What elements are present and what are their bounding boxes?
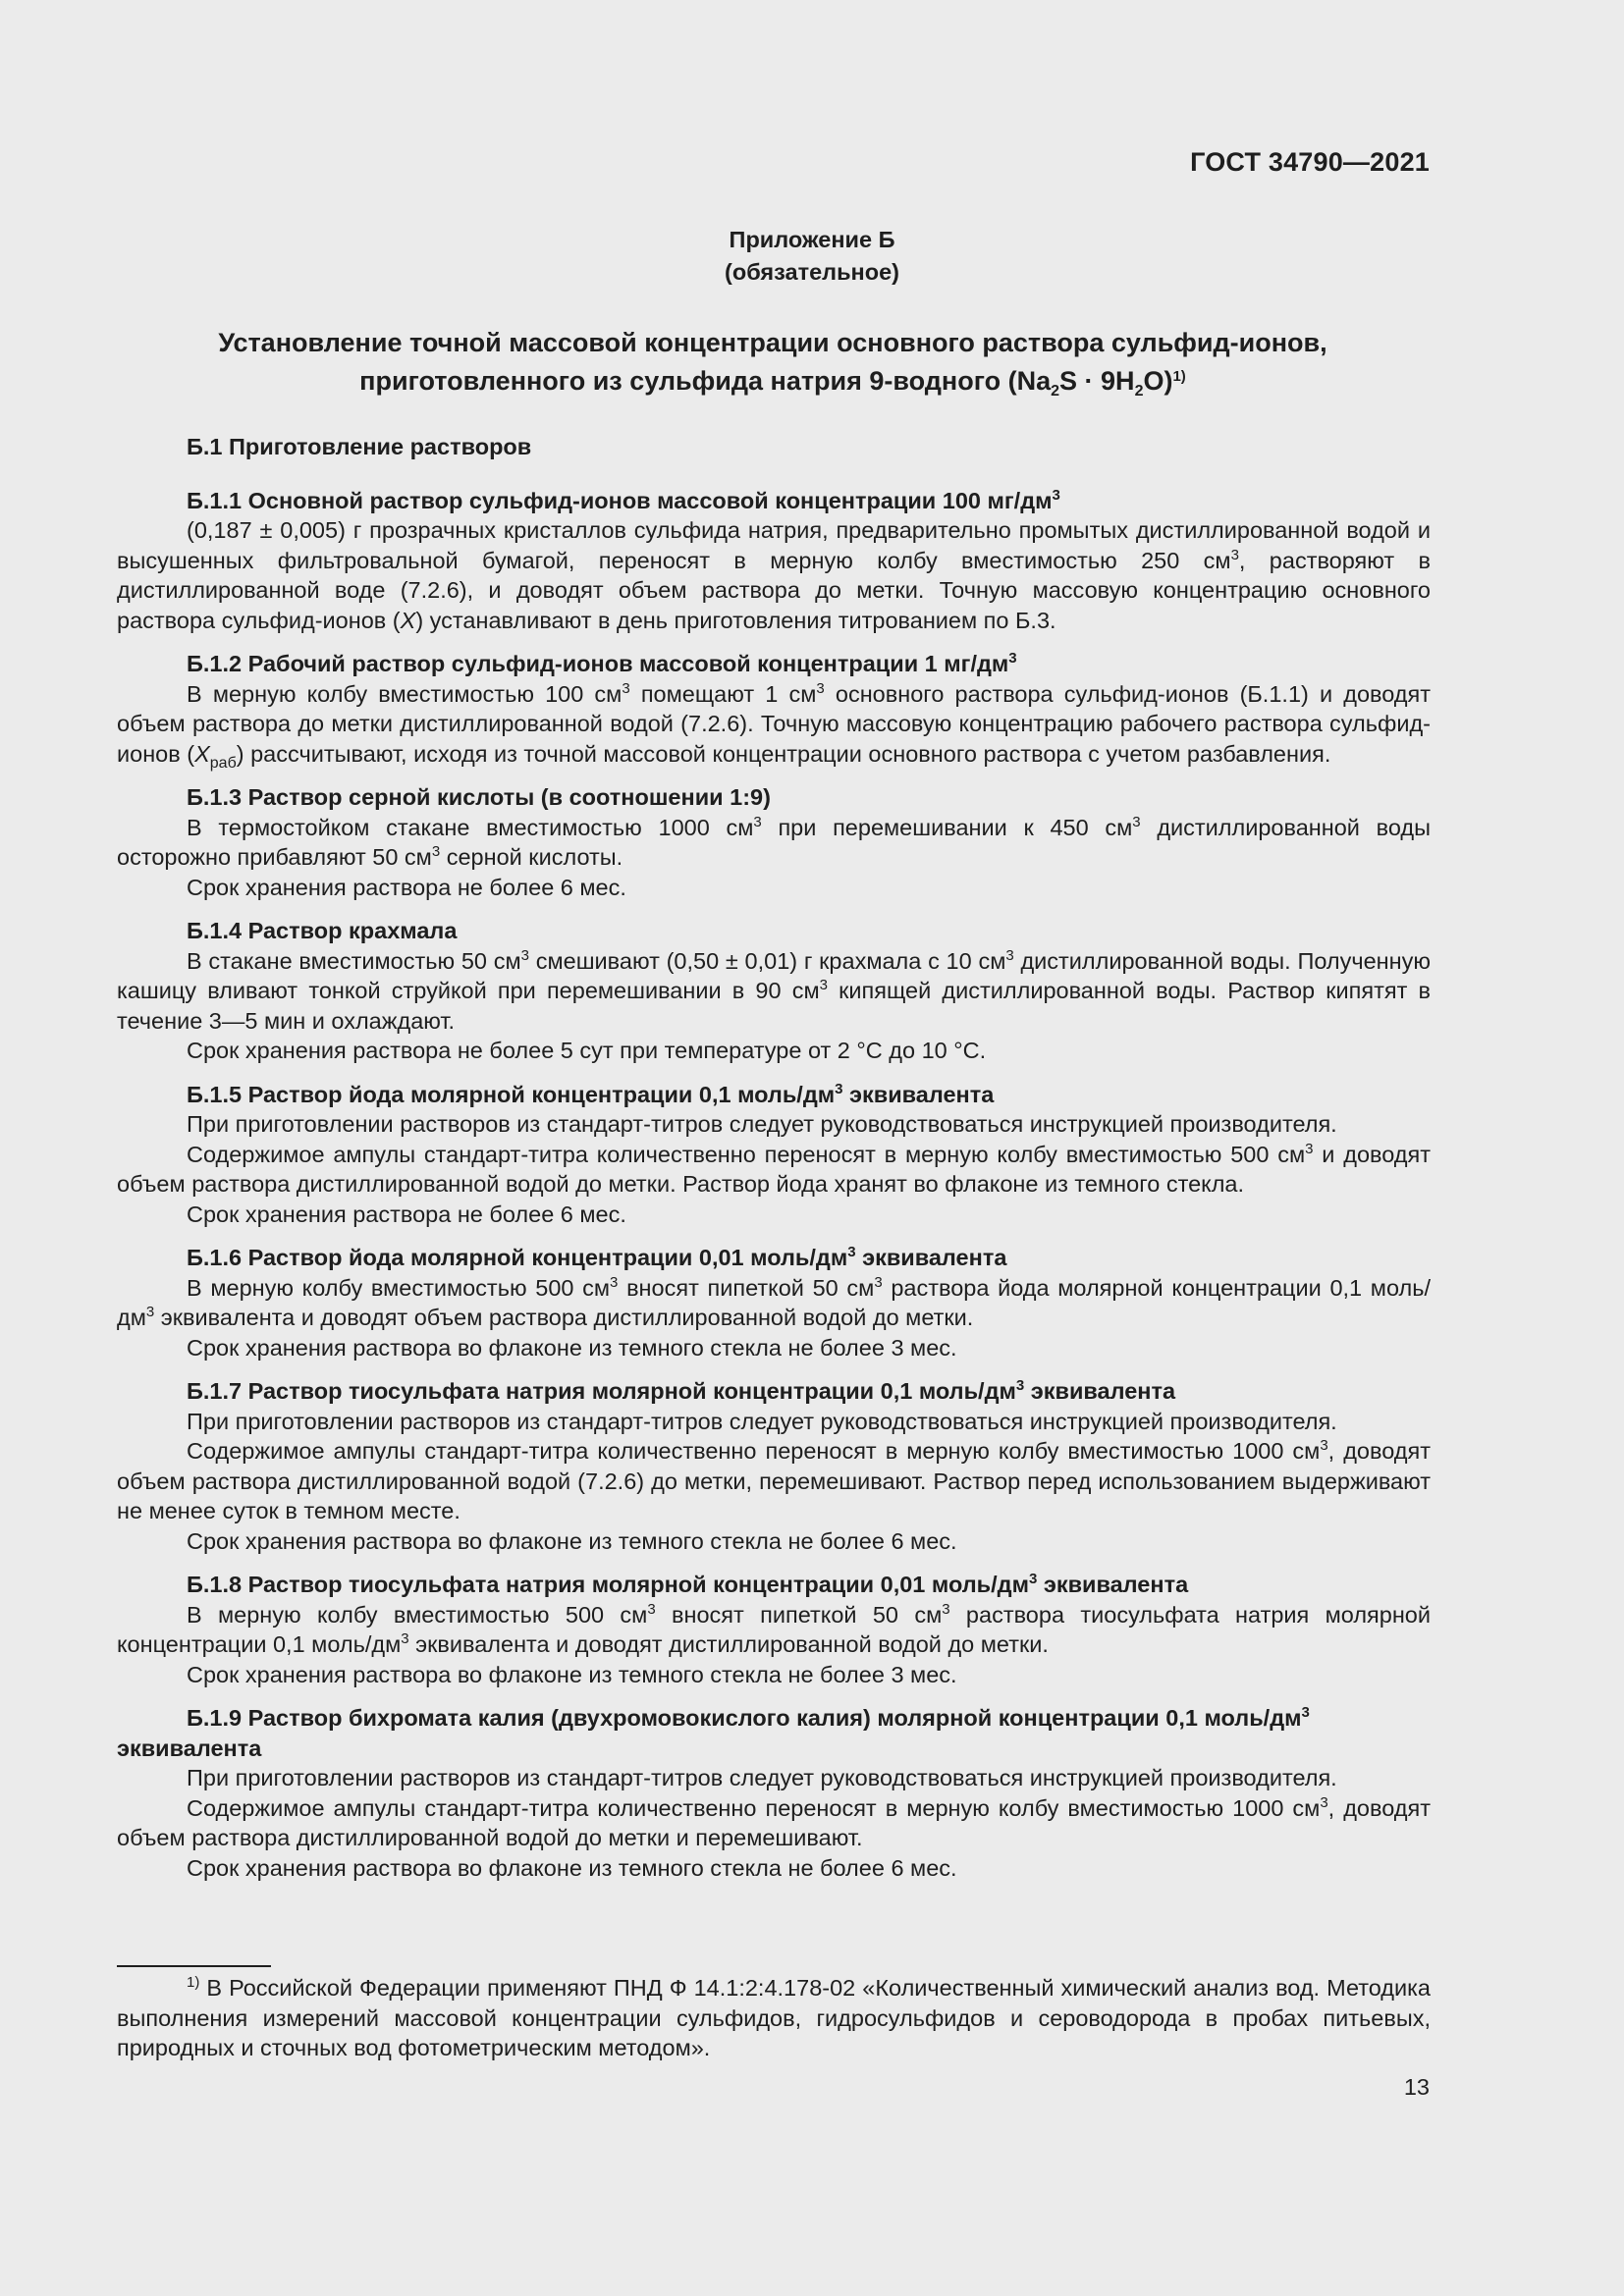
paragraph xyxy=(117,1436,1431,1526)
superscript: 3 xyxy=(819,977,828,993)
document-body xyxy=(117,432,1431,1883)
paragraph: Срок хранения раствора во флаконе из темного стекла не более 6 мес. xyxy=(187,1527,957,1554)
text: В мерную колбу вместимостью 500 см xyxy=(187,1601,648,1628)
text: ) устанавливают в день приготовления титрованием по Б.3. xyxy=(415,607,1056,633)
heading-text: Б.1.8 Раствор тиосульфата натрия молярной концентрации 0,01 моль/дм xyxy=(187,1572,1029,1597)
text: эквивалента и доводят дистиллированной водой до метки. xyxy=(408,1631,1049,1657)
standard-designation: ГОСТ 34790—2021 xyxy=(1190,147,1430,177)
paragraph: При приготовлении растворов из стандарт-титров следует руководствоваться инструкцией производителя. xyxy=(187,1408,1337,1434)
superscript: 3 xyxy=(431,843,441,860)
superscript: 3 xyxy=(1301,1704,1310,1721)
section-heading-b1-6 xyxy=(117,1243,1431,1273)
text: дистиллированной воды осторожно прибавляют 50 см xyxy=(117,814,1432,870)
section-heading-b1-9-cont: эквивалента xyxy=(117,1735,262,1761)
superscript: 3 xyxy=(1008,650,1017,667)
text: основного раствора сульфид-ионов (Б.1.1) и доводят объем раствора до метки дистиллированной водой (7.2.6). Точную массовую концентрацию рабочего раствора сульфид-ионов ( xyxy=(117,680,1431,767)
subscript: 2 xyxy=(1134,383,1144,400)
text: помещают 1 см xyxy=(629,680,817,707)
section-heading-b1-2 xyxy=(117,649,1431,679)
variable: X xyxy=(400,607,416,633)
heading-text: Б.1.1 Основной раствор сульфид-ионов массовой концентрации 100 мг/дм xyxy=(187,487,1053,513)
heading-text: эквивалента xyxy=(842,1081,995,1107)
text: (0,187 ± 0,005) г прозрачных кристаллов сульфида натрия, предварительно промытых дистиллированной водой и высушенных фильтровальной бумагой, переносят в мерную колбу вместимостью 250 см xyxy=(117,517,1431,573)
text: и доводят объем раствора дистиллированной водой до метки. Раствор йода хранят во флаконе из темного стекла. xyxy=(117,1141,1431,1197)
superscript: 3 xyxy=(1320,1437,1328,1454)
superscript: 3 xyxy=(1230,546,1239,563)
superscript: 3 xyxy=(145,1304,155,1320)
paragraph xyxy=(117,946,1431,1037)
superscript: 3 xyxy=(942,1600,950,1618)
superscript: 3 xyxy=(847,1244,856,1260)
annex-status: (обязательное) xyxy=(725,259,899,285)
text: ) рассчитывают, исходя из точной массовой концентрации основного раствора с учетом разбавления. xyxy=(236,740,1331,767)
superscript: 3 xyxy=(1305,1140,1314,1157)
paragraph: Срок хранения раствора не более 6 мес. xyxy=(187,874,626,900)
text: Содержимое ампулы стандарт-титра количественно переносят в мерную колбу вместимостью 1000 см xyxy=(187,1438,1321,1464)
text: серной кислоты. xyxy=(440,844,623,870)
text: В термостойком стакане вместимостью 1000 см xyxy=(187,814,754,840)
subscript: раб xyxy=(209,754,237,772)
footnote xyxy=(117,1973,1431,2063)
superscript: 3 xyxy=(401,1630,409,1647)
footnote-separator xyxy=(117,1965,271,1967)
page-number: 13 xyxy=(1403,2074,1430,2100)
superscript: 3 xyxy=(874,1273,883,1291)
title-text: приготовленного из сульфида натрия 9-водного (Na xyxy=(359,366,1052,396)
superscript: 3 xyxy=(835,1080,843,1097)
paragraph: При приготовлении растворов из стандарт-титров следует руководствоваться инструкцией производителя. xyxy=(187,1111,1337,1137)
text: , доводят объем раствора дистиллированной водой до метки и перемешивают. xyxy=(117,1794,1431,1850)
section-heading-b1-3: Б.1.3 Раствор серной кислоты (в соотношении 1:9) xyxy=(187,784,771,810)
section-heading-b1-4: Б.1.4 Раствор крахмала xyxy=(187,918,458,943)
section-heading-b1-9 xyxy=(117,1703,1431,1734)
text: В стакане вместимостью 50 см xyxy=(187,947,521,974)
superscript: 3 xyxy=(622,679,630,697)
paragraph: При приготовлении растворов из стандарт-титров следует руководствоваться инструкцией производителя. xyxy=(187,1765,1337,1790)
heading-text: эквивалента xyxy=(1037,1572,1189,1597)
paragraph: Срок хранения раствора не более 6 мес. xyxy=(187,1201,626,1227)
superscript: 3 xyxy=(1320,1793,1328,1811)
section-heading-b1: Б.1 Приготовление растворов xyxy=(187,434,532,459)
paragraph xyxy=(117,679,1431,770)
text: смешивают (0,50 ± 0,01) г крахмала с 10 см xyxy=(528,947,1006,974)
title-line-1: Установление точной массовой концентрации основного раствора сульфид-ионов, xyxy=(218,328,1327,357)
text: раствора тиосульфата натрия молярной концентрации 0,1 моль/дм xyxy=(117,1601,1431,1657)
superscript: 3 xyxy=(1132,813,1141,830)
section-heading-b1-1 xyxy=(117,486,1431,516)
superscript: 3 xyxy=(816,679,825,697)
superscript: 3 xyxy=(1052,486,1060,504)
heading-text: Б.1.5 Раствор йода молярной концентрации 0,1 моль/дм xyxy=(187,1081,836,1107)
text: вносят пипеткой 50 см xyxy=(655,1601,943,1628)
footnote-ref: 1) xyxy=(1172,368,1186,385)
heading-text: эквивалента xyxy=(855,1245,1007,1270)
text: раствора йода молярной концентрации 0,1 моль/дм xyxy=(117,1274,1431,1330)
text: при перемешивании к 450 см xyxy=(761,814,1133,840)
text: Содержимое ампулы стандарт-титра количественно переносят в мерную колбу вместимостью 500 см xyxy=(187,1141,1306,1167)
subscript: 2 xyxy=(1051,383,1060,400)
paragraph xyxy=(117,813,1431,873)
paragraph: Срок хранения раствора не более 5 сут при температуре от 2 °С до 10 °С. xyxy=(187,1038,987,1063)
text: вносят пипеткой 50 см xyxy=(618,1274,875,1301)
section-heading-b1-8 xyxy=(117,1570,1431,1600)
text: Содержимое ампулы стандарт-титра количественно переносят в мерную колбу вместимостью 1000 см xyxy=(187,1794,1321,1821)
footnote-mark: 1) xyxy=(187,1974,200,1991)
superscript: 3 xyxy=(610,1273,619,1291)
heading-text: Б.1.2 Рабочий раствор сульфид-ионов массовой концентрации 1 мг/дм xyxy=(187,651,1009,676)
superscript: 3 xyxy=(520,946,529,964)
superscript: 3 xyxy=(1015,1377,1025,1394)
heading-text: Б.1.9 Раствор бихромата калия (двухромовокислого калия) молярной концентрации 0,1 моль/дм xyxy=(187,1705,1302,1731)
text: кипящей дистиллированной воды. Раствор кипятят в течение 3—5 мин и охлаждают. xyxy=(117,978,1432,1034)
text: В мерную колбу вместимостью 100 см xyxy=(187,680,623,707)
paragraph xyxy=(117,515,1431,635)
text: В Российской Федерации применяют ПНД Ф 14.1:2:4.178-02 «Количественный химический анализ вод. Методика выполнения измерений массовой концентрации сульфидов, гидросульфидов и сероводорода в пробах питьевых, природных и сточных вод фотометрическим методом». xyxy=(117,1975,1431,2060)
text: эквивалента и доводят объем раствора дистиллированной водой до метки. xyxy=(154,1305,974,1330)
title-text: O) xyxy=(1143,366,1173,396)
paragraph xyxy=(117,1600,1431,1660)
paragraph xyxy=(117,1793,1431,1853)
heading-text: эквивалента xyxy=(1024,1378,1176,1404)
section-heading-b1-7 xyxy=(117,1376,1431,1407)
superscript: 3 xyxy=(1028,1571,1038,1587)
footnote-text xyxy=(117,1973,1431,2063)
paragraph xyxy=(117,1140,1431,1200)
paragraph: Срок хранения раствора во флаконе из темного стекла не более 6 мес. xyxy=(187,1854,957,1881)
section-heading-b1-5 xyxy=(117,1080,1431,1110)
superscript: 3 xyxy=(753,813,762,830)
title-text: S · 9H xyxy=(1059,366,1135,396)
text: , растворяют в дистиллированной воде (7.2.6), и доводят объем раствора до метки. Точную массовую концентрацию основного раствора сульфид-ионов ( xyxy=(117,547,1431,633)
variable: X xyxy=(194,740,210,767)
superscript: 3 xyxy=(647,1600,656,1618)
text: В мерную колбу вместимостью 500 см xyxy=(187,1274,611,1301)
text: , доводят объем раствора дистиллированной водой (7.2.6) до метки, перемешивают. Раствор перед использованием выдерживают не менее суток в темном месте. xyxy=(117,1438,1431,1523)
annex-name: Приложение Б xyxy=(729,227,895,252)
annex-heading xyxy=(0,224,1624,289)
heading-text: Б.1.7 Раствор тиосульфата натрия молярной концентрации 0,1 моль/дм xyxy=(187,1378,1016,1404)
paragraph: Срок хранения раствора во флаконе из темного стекла не более 3 мес. xyxy=(187,1334,957,1361)
superscript: 3 xyxy=(1005,946,1014,964)
text: дистиллированной воды. Полученную кашицу вливают тонкой струйкой при перемешивании в 90 см xyxy=(117,947,1432,1003)
paragraph: Срок хранения раствора во флаконе из темного стекла не более 3 мес. xyxy=(187,1661,957,1687)
title-line-2 xyxy=(0,362,1545,400)
annex-title xyxy=(0,324,1545,400)
paragraph xyxy=(117,1273,1431,1333)
heading-text: Б.1.6 Раствор йода молярной концентрации 0,01 моль/дм xyxy=(187,1245,848,1270)
